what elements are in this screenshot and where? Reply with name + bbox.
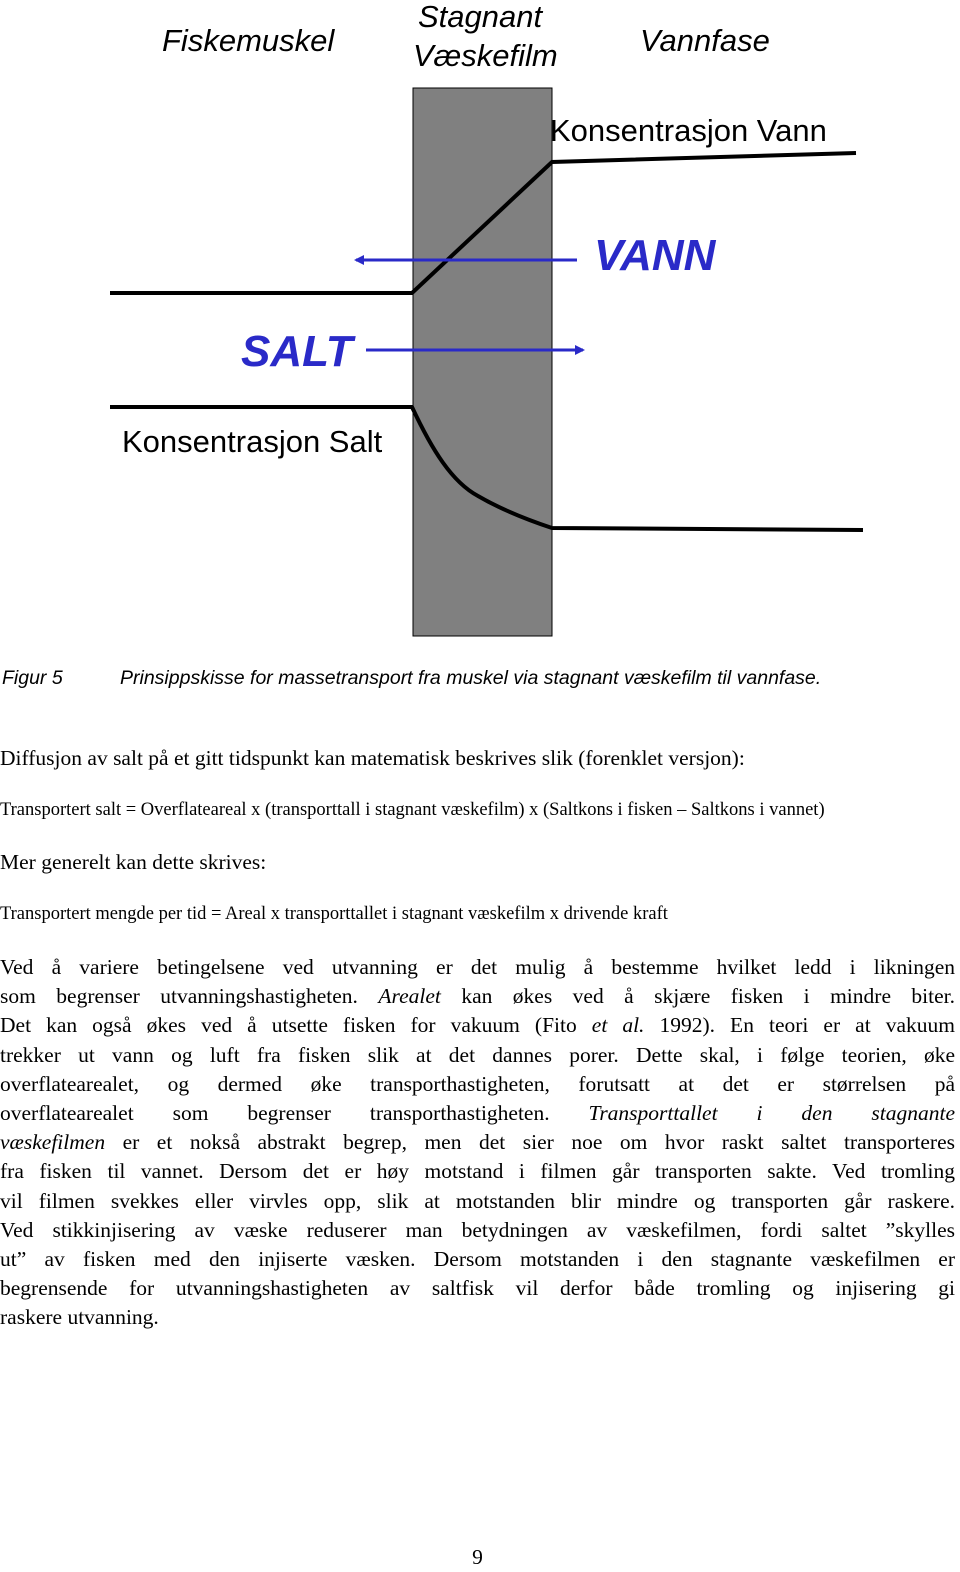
body-line: ut” av fisken med den injiserte væsken. Dersom motstanden i den stagnante væskefilmen er	[0, 1246, 955, 1271]
body-text: overflatearealet som begrenser transporthastigheten.	[0, 1100, 550, 1125]
label-fiskemuskel: Fiskemuskel	[162, 23, 335, 58]
body-text: er et nokså abstrakt begrep, men det sier noe om hvor raskt saltet transporteres	[122, 1130, 955, 1155]
body-line	[0, 982, 955, 1011]
stagnant-film-band	[413, 88, 552, 636]
label-vannfase: Vannfase	[640, 23, 770, 58]
body-paragraph	[0, 953, 955, 1332]
body-text: 1992). En teori er at vakuum	[659, 1013, 955, 1038]
mass-transport-diagram	[0, 0, 960, 660]
body-line: overflatearealet, og dermed øke transporthastigheten, forutsatt at det er størrelsen på	[0, 1071, 955, 1096]
body-text: som begrenser utvanningshastigheten.	[0, 984, 358, 1009]
paragraph-diffusion-intro: Diffusjon av salt på et gitt tidspunkt kan matematisk beskrives slik (forenklet versjon):	[0, 746, 745, 770]
body-text: Det kan også økes ved å utsette fisken for vakuum (Fito	[0, 1013, 577, 1038]
label-konsentrasjon-vann: Konsentrasjon Vann	[550, 113, 827, 148]
body-line	[0, 1099, 955, 1128]
body-line: fra fisken til vannet. Dersom det er høy motstand i filmen går transporten sakte. Ved tromling	[0, 1159, 955, 1184]
figure-caption	[0, 667, 960, 693]
label-vaeskefilm: Væskefilm	[413, 38, 558, 73]
body-line: begrensende for utvanningshastigheten av saltfisk vil derfor både tromling og injisering gi	[0, 1276, 955, 1301]
emphasis-et-al: et al.	[591, 1013, 645, 1038]
emphasis-transporttallet: Transporttallet i den stagnante	[588, 1100, 956, 1125]
body-line: Ved å variere betingelsene ved utvanning er det mulig å bestemme hvilket ledd i likningen	[0, 955, 955, 979]
emphasis-arealet: Arealet	[378, 984, 441, 1009]
body-line	[0, 1128, 955, 1157]
label-salt-flow: SALT	[241, 327, 353, 376]
formula-transported-amount: Transportert mengde per tid = Areal x transporttallet i stagnant væskefilm x drivende kraft	[0, 904, 668, 924]
label-konsentrasjon-salt: Konsentrasjon Salt	[122, 424, 383, 459]
body-line: raskere utvanning.	[0, 1305, 159, 1330]
formula-transported-salt: Transportert salt = Overflateareal x (transporttall i stagnant væskefilm) x (Saltkons i fisken – Saltkons i vannet)	[0, 800, 825, 820]
body-line: trekker ut vann og luft fra fisken slik at det dannes porer. Dette skal, i følge teorien, øke	[0, 1042, 955, 1067]
body-text: kan økes ved å skjære fisken i mindre biter.	[461, 984, 956, 1009]
figure-number: Figur 5	[2, 667, 63, 689]
label-stagnant: Stagnant	[418, 0, 543, 34]
paragraph-general: Mer generelt kan dette skrives:	[0, 850, 267, 874]
figure-caption-text: Prinsippskisse for massetransport fra muskel via stagnant væskefilm til vannfase.	[120, 667, 822, 689]
body-line: vil filmen svekkes eller virvles opp, slik at motstanden blir mindre og transporten går raskere.	[0, 1188, 955, 1213]
emphasis-vaeskefilmen: væskefilmen	[0, 1130, 106, 1155]
label-vann-flow: VANN	[594, 231, 716, 280]
body-line	[0, 1011, 955, 1040]
page-number: 9	[472, 1545, 483, 1569]
body-line: Ved stikkinjisering av væske reduserer man betydningen av væskefilmen, fordi saltet ”skylles	[0, 1217, 955, 1242]
